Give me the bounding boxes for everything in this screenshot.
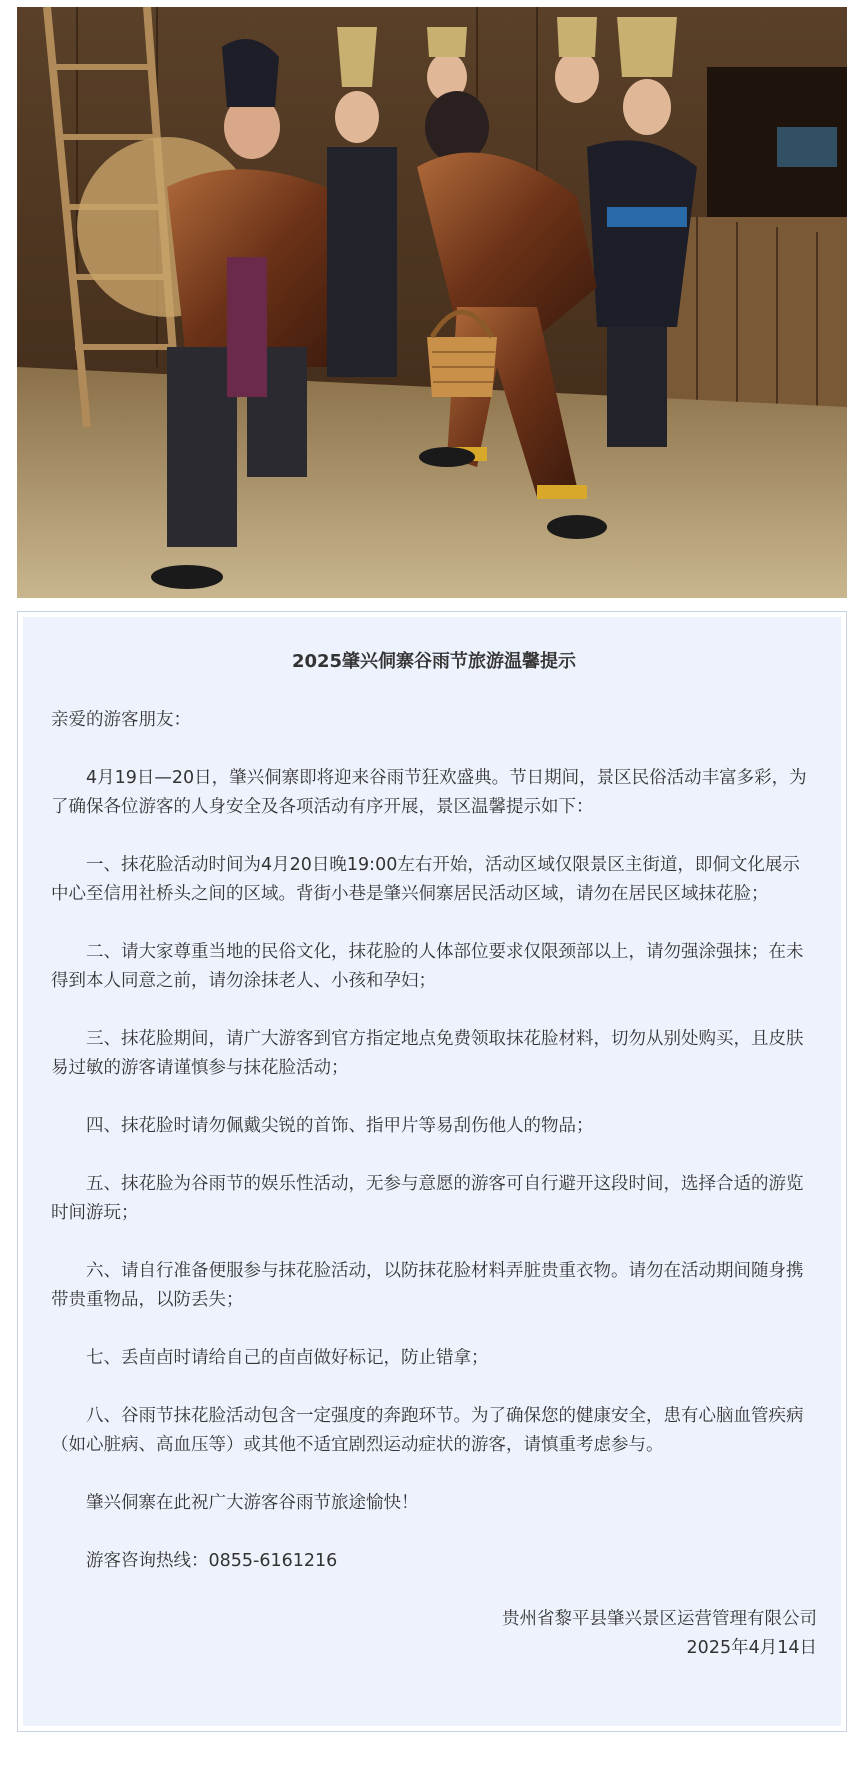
notice-item-3: 三、抹花脸期间，请广大游客到官方指定地点免费领取抹花脸材料，切勿从别处购买，且皮肤易过敏的游客请谨慎参与抹花脸活动；: [51, 1029, 804, 1078]
greeting: 亲爱的游客朋友：: [51, 710, 191, 730]
notice-title: 2025肇兴侗寨谷雨节旅游温馨提示: [291, 651, 577, 672]
intro-paragraph: 4月19日—20日，肇兴侗寨即将迎来谷雨节狂欢盛典。节日期间，景区民俗活动丰富多彩，为了确保各位游客的人身安全及各项活动有序开展，景区温馨提示如下：: [51, 768, 807, 817]
notice-content: [23, 617, 841, 1726]
hotline: 游客咨询热线：0855-6161216: [86, 1551, 338, 1571]
signature: [51, 1605, 817, 1663]
festival-photo: [17, 7, 847, 598]
notice-item-4: 四、抹花脸时请勿佩戴尖锐的首饰、指甲片等易刮伤他人的物品；: [86, 1116, 594, 1136]
notice-item-7: 七、丢卣卣时请给自己的卣卣做好标记，防止错拿；: [86, 1348, 489, 1368]
notice-panel: [17, 611, 847, 1732]
signature-org: 贵州省黎平县肇兴景区运营管理有限公司: [502, 1609, 817, 1629]
notice-item-1: 一、抹花脸活动时间为4月20日晚19:00左右开始，活动区域仅限景区主街道，即侗文化展示中心至信用社桥头之间的区域。背街小巷是肇兴侗寨居民活动区域，请勿在居民区域抹花脸；: [51, 855, 800, 904]
notice-item-5: 五、抹花脸为谷雨节的娱乐性活动，无参与意愿的游客可自行避开这段时间，选择合适的游览时间游玩；: [51, 1174, 804, 1223]
signature-date: 2025年4月14日: [686, 1638, 817, 1658]
notice-item-6: 六、请自行准备便服参与抹花脸活动，以防抹花脸材料弄脏贵重衣物。请勿在活动期间随身携带贵重物品，以防丢失；: [51, 1261, 804, 1310]
notice-item-2: 二、请大家尊重当地的民俗文化，抹花脸的人体部位要求仅限颈部以上，请勿强涂强抹；在未得到本人同意之前，请勿涂抹老人、小孩和孕妇；: [51, 942, 804, 991]
festival-photo-illustration: [17, 7, 847, 598]
notice-item-8: 八、谷雨节抹花脸活动包含一定强度的奔跑环节。为了确保您的健康安全，患有心脑血管疾病（如心脏病、高血压等）或其他不适宜剧烈运动症状的游客，请慎重考虑参与。: [51, 1406, 804, 1455]
closing-wish: 肇兴侗寨在此祝广大游客谷雨节旅途愉快！: [86, 1493, 419, 1513]
